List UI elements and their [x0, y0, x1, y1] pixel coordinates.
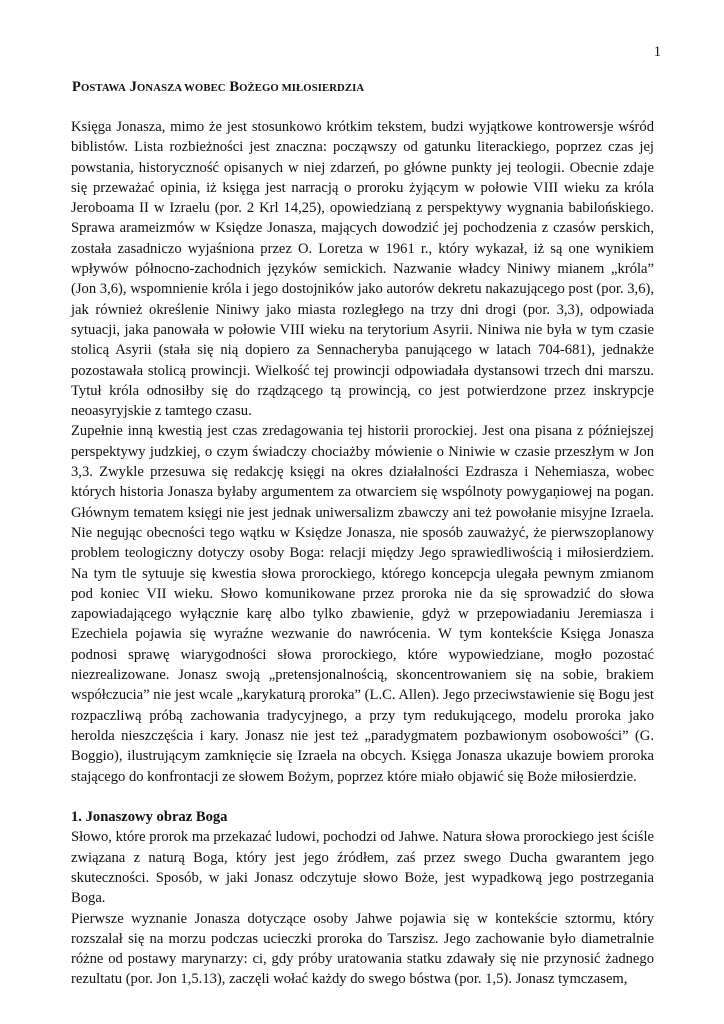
title-smallcaps: OŻEGO MIŁOSIERDZIA — [239, 82, 365, 94]
page-number: 1 — [653, 44, 661, 60]
title-initial: B — [229, 79, 240, 95]
paragraph-section1-2: Pierwsze wyznanie Jonasza dotyczące osoby Jahwe pojawia się w kontekście sztormu, który rozszalał się na morzu podczas ucieczki proroka do Tarszisz. Jego zachowanie było diametralnie różne od postawy marynarzy: ci, gdy próby uratowania statku zdawały się nie przynosić żadnego rezultatu (por. Jon 1,5.13), zaczęli wołać każdy do swego bóstwa (por. 1,5). Jonasz tymczasem, — [71, 910, 654, 988]
title-smallcaps: ONASZA WOBEC — [137, 82, 226, 94]
document-title — [72, 79, 364, 96]
title-initial: P — [72, 79, 81, 95]
title-initial: J — [129, 79, 138, 95]
paragraph-intro-2: Zupełnie inną kwestią jest czas zredagowania tej historii prorockiej. Jest ona pisana z późniejszej perspektywy judzkiej, o czym świadczy chociażby mówienie o Niniwie w czasie przeszłym w Jon 3,3. Zwykle przesuwa się redakcję księgi na okres działalności Ezdrasza i Nehemiasza, wobec których historia Jonasza byłaby argumentem za otwarciem się wspólnoty powygaņiowej na pogan. Głównym tematem księgi nie jest jednak uniwersalizm zbawczy ani też powołanie misyjne Izraela. Nie negując obecności tego wątku w Księdze Jonasza, nie sposób zauważyć, że pierwszoplanowy problem teologiczny dotyczy osoby Boga: relacji między Jego sprawiedliwością i miłosierdziem. Na tym tle sytuuje się kwestia słowa prorockiego, którego koncepcja ulegała pewnym zmianom pod koniec VII wieku. Słowo komunikowane przez proroka nie da się sprowadzić do słowa zapowiadającego wyłącznie karę albo tylko zbawienie, gdyż w przepowiadaniu Jeremiasza i Ezechiela pojawia się wyraźne wezwanie do nawrócenia. W tym kontekście Księga Jonasza podnosi sprawę wiarygodności słowa prorockiego, które wypowiedziane, mogło pozostać niezrealizowane. Jonasz swoją „pretensjonalnością, skoncentrowaniem się na sobie, brakiem współczucia” nie jest wcale „karykaturą proroka” (L.C. Allen). Jego przeciwstawienie się Bogu jest rozpaczliwą próbą zachowania tradycyjnego, a przy tym redukującego, modelu proroka jako herolda nieszczęścia i kary. Jonasz nie jest też „paradygmatem pozbawionym osobowości” (G. Boggio), ilustrującym zamknięcie się Izraela na obcych. Księga Jonasza ukazuje bowiem proroka stającego do konfrontacji ze słowem Bożym, poprzez które miało objawić się Boże miłosierdzie. — [71, 423, 654, 785]
title-smallcaps: OSTAWA — [80, 82, 126, 94]
document-body — [71, 117, 654, 990]
paragraph-intro-1: Księga Jonasza, mimo że jest stosunkowo krótkim tekstem, budzi wyjątkowe kontrowersje wśród biblistów. Lista rozbieżności jest znaczna: począwszy od gatunku literackiego, poprzez czas jej powstania, historyczność opisanych w niej zdarzeń, po główne punkty jej teologii. Obecnie zdaje się przeważać opinia, iż księga jest narracją o proroku żyjącym w połowie VIII wieku za króla Jeroboama II w Izraelu (por. 2 Krl 14,25), opowiedzianą z perspektywy wygnania babilońskiego. Sprawa arameizmów w Księdze Jonasza, mających dowodzić jej pochodzenia z czasów perskich, została zasadniczo wyjaśniona przez O. Loretza w 1961 r., który wykazał, iż są one wynikiem wpływów północno-zachodnich języków semickich. Nazwanie władcy Niniwy mianem „króla” (Jon 3,6), wspomnienie króla i jego dostojników jako autorów dekretu nakazującego post (por. 3,6), jak również określenie Niniwy jako miasta rozległego na trzy dni drogi (por. 3,3), odpowiada sytuacji, jaka panowała w połowie VIII wieku na terytorium Asyrii. Niniwa nie była w tym czasie stolicą Asyrii (stała się nią dopiero za Sennacheryba panującego w latach 704-681), jednakże pozostawała stolicą prowincji. Wielkość tej prowincji odpowiadała dystansowi trzech dni marszu. Tytuł króla odnosiłby się do rządzącego tą prowincją, co jest potwierdzone przez inskrypcje neoasyryjskie z tamtego czasu. — [71, 119, 654, 420]
section-heading: 1. Jonaszowy obraz Boga — [71, 809, 228, 826]
paragraph-section1-1: Słowo, które prorok ma przekazać ludowi, pochodzi od Jahwe. Natura słowa prorockiego jest ściśle związana z naturą Boga, który jest jego źródłem, zaś przez swego Ducha gwarantem jego skuteczności. Sposób, w jaki Jonasz odczytuje słowo Boże, jest wypadkową jego postrzegania Boga. — [71, 829, 654, 907]
